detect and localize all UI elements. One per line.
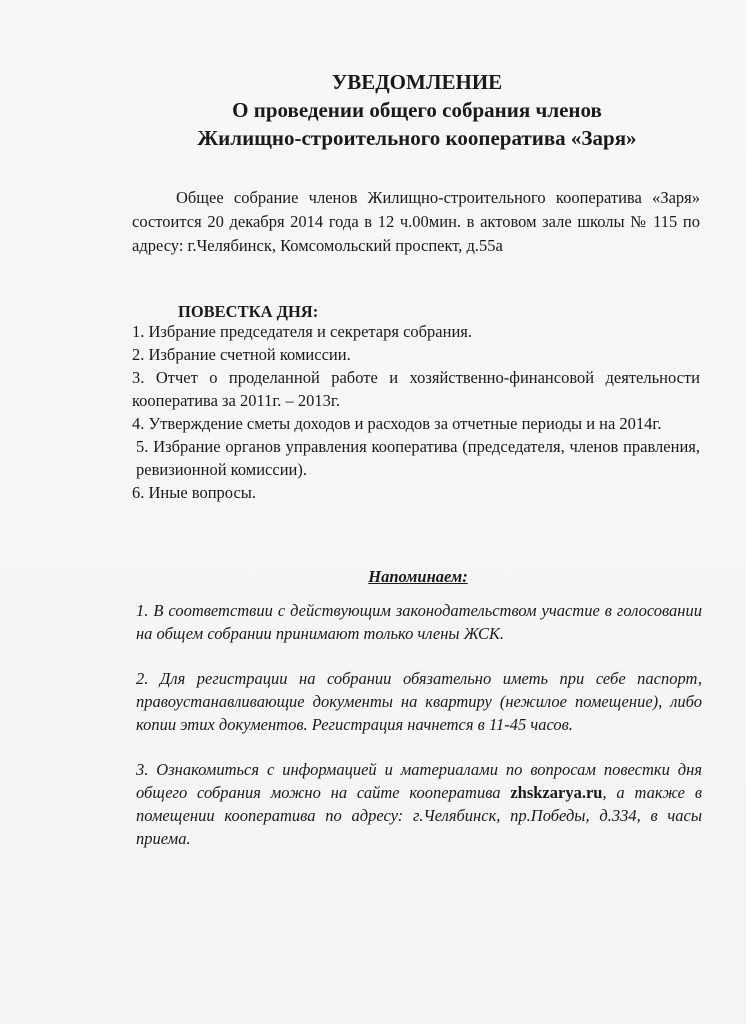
website-link[interactable]: zhskzarya.ru	[510, 783, 603, 802]
reminder-item3-text-end: , а также в помещении кооператива по адресу: г.Челябинск, пр.Победы, д.334, в часы приема.	[136, 783, 702, 848]
agenda-item: 6. Иные вопросы.	[132, 483, 256, 502]
agenda-item: 5. Избрание органов управления кооператива (председателя, членов правления, ревизионной комиссии).	[136, 437, 700, 479]
agenda-title: ПОВЕСТКА ДНЯ:	[178, 302, 319, 321]
agenda-item: 1. Избрание председателя и секретаря собрания.	[132, 322, 473, 341]
agenda-item: 3. Отчет о проделанной работе и хозяйственно-финансовой деятельности кооператива за 2011г. – 2013г.	[132, 368, 700, 410]
agenda-item: 4. Утверждение сметы доходов и расходов за отчетные периоды и на 2014г.	[132, 414, 662, 433]
reminder-item	[136, 758, 702, 850]
reminder-item: 1. В соответствии с действующим законодательством участие в голосовании на общем собрании принимают только члены ЖСК.	[136, 601, 702, 643]
document-header	[0, 68, 746, 152]
reminder-title: Напоминаем:	[368, 567, 468, 586]
document-title: УВЕДОМЛЕНИЕ	[331, 70, 503, 94]
reminder-item: 2. Для регистрации на собрании обязательно иметь при себе паспорт, правоустанавливающие документы на квартиру (нежилое помещение), либо копии этих документов. Регистрация начнется в 11-45 часов.	[136, 669, 702, 734]
intro-paragraph: Общее собрание членов Жилищно-строительного кооператива «Заря» состоится 20 декабря 2014 года в 12 ч.00мин. в актовом зале школы № 115 по адресу: г.Челябинск, Комсомольский проспект, д.55а	[132, 188, 700, 255]
document-subtitle-line2: Жилищно-строительного кооператива «Заря»	[197, 126, 637, 150]
reminder-item3-text: 3. Ознакомиться с информацией и материалами по вопросам повестки дня общего собрания можно на сайте кооператива	[136, 760, 702, 802]
agenda-list	[132, 320, 700, 504]
reminder-list	[136, 599, 702, 872]
agenda-item: 2. Избрание счетной комиссии.	[132, 345, 351, 364]
document-subtitle-line1: О проведении общего собрания членов	[232, 98, 602, 122]
